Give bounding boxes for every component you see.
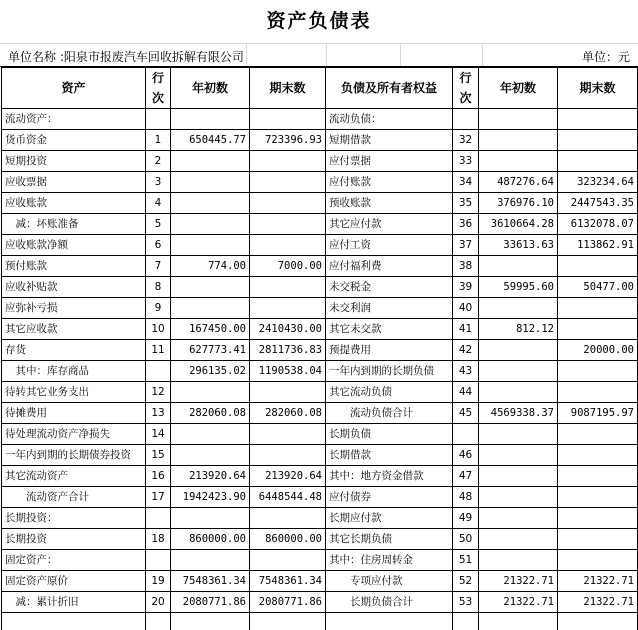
asset-begin-cell	[171, 151, 250, 172]
asset-name-cell: 存货	[2, 340, 146, 361]
asset-begin-cell	[171, 382, 250, 403]
asset-name-cell: 货币资金	[2, 130, 146, 151]
header-line: 行次	[146, 68, 171, 109]
liability-begin-cell	[479, 445, 558, 466]
sheet-title: 资产负债表	[0, 0, 638, 44]
liability-end-cell	[558, 529, 638, 550]
liability-line-cell: 49	[453, 508, 479, 529]
table-row	[2, 361, 638, 382]
table-row	[2, 403, 638, 424]
table-row	[2, 298, 638, 319]
liability-end-cell	[558, 424, 638, 445]
asset-name-cell: 待转其它业务支出	[2, 382, 146, 403]
liability-end-cell	[558, 298, 638, 319]
liability-name-cell: 短期借款	[326, 130, 453, 151]
liability-begin-cell: 376976.10	[479, 193, 558, 214]
asset-line-cell: 11	[146, 340, 171, 361]
table-row	[2, 319, 638, 340]
asset-name-cell: 固定资产原价	[2, 571, 146, 592]
liability-line-cell: 41	[453, 319, 479, 340]
liability-begin-cell: 33613.63	[479, 235, 558, 256]
asset-name-cell: 一年内到期的长期债券投资	[2, 445, 146, 466]
liability-end-cell: 113862.91	[558, 235, 638, 256]
asset-line-cell: 12	[146, 382, 171, 403]
liability-begin-cell	[479, 529, 558, 550]
balance-table	[1, 67, 638, 630]
asset-begin-cell	[171, 109, 250, 130]
asset-line-cell: 6	[146, 235, 171, 256]
liability-name-cell: 其它未交款	[326, 319, 453, 340]
liability-begin-cell	[479, 298, 558, 319]
liability-name-cell: 预收账款	[326, 193, 453, 214]
asset-line-cell	[146, 508, 171, 529]
liability-begin-cell: 487276.64	[479, 172, 558, 193]
asset-end-cell: 7548361.34	[250, 571, 326, 592]
liability-begin-cell: 59995.60	[479, 277, 558, 298]
liability-name-cell: 长期应付款	[326, 508, 453, 529]
liability-begin-cell	[479, 487, 558, 508]
liability-end-cell: 2447543.35	[558, 193, 638, 214]
header-liabilities: 负债及所有者权益	[326, 68, 453, 109]
asset-line-cell: 17	[146, 487, 171, 508]
liability-line-cell: 33	[453, 151, 479, 172]
asset-name-cell: 应收补贴款	[2, 277, 146, 298]
table-row	[2, 277, 638, 298]
table-row	[2, 172, 638, 193]
header-row	[2, 68, 638, 109]
liability-line-cell: 36	[453, 214, 479, 235]
liability-end-cell: 9087195.97	[558, 403, 638, 424]
table-row	[2, 193, 638, 214]
liability-end-cell: 21322.71	[558, 571, 638, 592]
liability-line-cell: 35	[453, 193, 479, 214]
table-row	[2, 487, 638, 508]
asset-line-cell	[146, 109, 171, 130]
asset-end-cell	[250, 613, 326, 630]
asset-end-cell: 2811736.83	[250, 340, 326, 361]
liability-begin-cell	[479, 382, 558, 403]
asset-begin-cell	[171, 613, 250, 630]
table-row	[2, 151, 638, 172]
liability-begin-cell: 3610664.28	[479, 214, 558, 235]
liability-begin-cell	[479, 361, 558, 382]
header-end-2: 期末数	[558, 68, 638, 109]
currency-unit: 单位：元	[581, 50, 630, 64]
asset-line-cell: 10	[146, 319, 171, 340]
header-assets: 资产	[2, 68, 146, 109]
liability-name-cell: 长期负债	[326, 424, 453, 445]
asset-name-cell: 其它流动资产	[2, 466, 146, 487]
liability-name-cell: 未交利润	[326, 298, 453, 319]
asset-end-cell: 2080771.86	[250, 592, 326, 613]
asset-name-cell: 固定资产：	[2, 550, 146, 571]
liability-line-cell: 42	[453, 340, 479, 361]
asset-end-cell	[250, 382, 326, 403]
asset-end-cell: 2410430.00	[250, 319, 326, 340]
liability-line-cell: 32	[453, 130, 479, 151]
asset-name-cell: 应收账款净额	[2, 235, 146, 256]
unit-bar	[0, 44, 638, 67]
liability-end-cell	[558, 361, 638, 382]
liability-end-cell: 6132078.07	[558, 214, 638, 235]
asset-begin-cell	[171, 550, 250, 571]
liability-end-cell	[558, 109, 638, 130]
asset-begin-cell	[171, 445, 250, 466]
liability-line-cell: 48	[453, 487, 479, 508]
liability-name-cell	[326, 613, 453, 630]
asset-name-cell: 待摊费用	[2, 403, 146, 424]
asset-end-cell	[250, 214, 326, 235]
asset-begin-cell: 1942423.90	[171, 487, 250, 508]
asset-end-cell	[250, 109, 326, 130]
asset-line-cell: 4	[146, 193, 171, 214]
asset-end-cell	[250, 277, 326, 298]
asset-line-cell: 5	[146, 214, 171, 235]
header-end: 期末数	[250, 68, 326, 109]
asset-end-cell: 860000.00	[250, 529, 326, 550]
liability-end-cell	[558, 550, 638, 571]
asset-begin-cell: 7548361.34	[171, 571, 250, 592]
table-row	[2, 235, 638, 256]
asset-begin-cell: 627773.41	[171, 340, 250, 361]
liability-end-cell	[558, 151, 638, 172]
liability-name-cell: 其中：住房周转金	[326, 550, 453, 571]
asset-name-cell: 应收账款	[2, 193, 146, 214]
liability-end-cell	[558, 382, 638, 403]
liability-name-cell: 一年内到期的长期负债	[326, 361, 453, 382]
table-row	[2, 340, 638, 361]
table-row	[2, 256, 638, 277]
table-row	[2, 550, 638, 571]
liability-begin-cell: 812.12	[479, 319, 558, 340]
asset-begin-cell	[171, 214, 250, 235]
table-row	[2, 214, 638, 235]
liability-name-cell: 专项应付款	[326, 571, 453, 592]
liability-name-cell: 其它长期负债	[326, 529, 453, 550]
asset-end-cell	[250, 151, 326, 172]
liability-end-cell	[558, 613, 638, 630]
asset-line-cell: 13	[146, 403, 171, 424]
asset-begin-cell: 860000.00	[171, 529, 250, 550]
asset-begin-cell	[171, 235, 250, 256]
asset-begin-cell	[171, 508, 250, 529]
asset-begin-cell	[171, 298, 250, 319]
liability-name-cell: 长期借款	[326, 445, 453, 466]
asset-begin-cell: 2080771.86	[171, 592, 250, 613]
table-row	[2, 445, 638, 466]
asset-begin-cell	[171, 172, 250, 193]
liability-name-cell: 长期负债合计	[326, 592, 453, 613]
asset-end-cell	[250, 172, 326, 193]
asset-line-cell	[146, 361, 171, 382]
asset-begin-cell	[171, 193, 250, 214]
liability-name-cell: 未交税金	[326, 277, 453, 298]
liability-name-cell: 流动负债：	[326, 109, 453, 130]
liability-end-cell	[558, 130, 638, 151]
liability-name-cell: 应付账款	[326, 172, 453, 193]
asset-line-cell: 19	[146, 571, 171, 592]
liability-begin-cell	[479, 424, 558, 445]
asset-line-cell	[146, 550, 171, 571]
table-row	[2, 382, 638, 403]
asset-end-cell	[250, 235, 326, 256]
header-line-2: 行次	[453, 68, 479, 109]
asset-line-cell: 1	[146, 130, 171, 151]
liability-line-cell: 50	[453, 529, 479, 550]
asset-begin-cell: 296135.02	[171, 361, 250, 382]
table-row	[2, 592, 638, 613]
asset-begin-cell	[171, 424, 250, 445]
liability-name-cell: 应付债券	[326, 487, 453, 508]
liability-line-cell: 44	[453, 382, 479, 403]
liability-begin-cell	[479, 256, 558, 277]
asset-begin-cell: 213920.64	[171, 466, 250, 487]
liability-line-cell: 51	[453, 550, 479, 571]
liability-name-cell: 其它流动负债	[326, 382, 453, 403]
liability-begin-cell	[479, 109, 558, 130]
asset-begin-cell: 282060.08	[171, 403, 250, 424]
liability-name-cell: 预提费用	[326, 340, 453, 361]
liability-line-cell: 52	[453, 571, 479, 592]
asset-name-cell: 流动资产合计	[2, 487, 146, 508]
asset-begin-cell: 167450.00	[171, 319, 250, 340]
asset-name-cell: 其中：库存商品	[2, 361, 146, 382]
liability-line-cell: 53	[453, 592, 479, 613]
liability-end-cell	[558, 466, 638, 487]
table-row	[2, 529, 638, 550]
asset-name-cell: 应收票据	[2, 172, 146, 193]
asset-line-cell: 18	[146, 529, 171, 550]
liability-end-cell	[558, 445, 638, 466]
liability-end-cell: 21322.71	[558, 592, 638, 613]
asset-line-cell: 7	[146, 256, 171, 277]
liability-name-cell: 其中：地方资金借款	[326, 466, 453, 487]
liability-line-cell: 43	[453, 361, 479, 382]
liability-end-cell	[558, 487, 638, 508]
liability-name-cell: 应付工资	[326, 235, 453, 256]
header-begin-2: 年初数	[479, 68, 558, 109]
table-row	[2, 424, 638, 445]
header-begin: 年初数	[171, 68, 250, 109]
asset-begin-cell: 650445.77	[171, 130, 250, 151]
liability-name-cell: 流动负债合计	[326, 403, 453, 424]
asset-end-cell	[250, 508, 326, 529]
asset-name-cell: 长期投资	[2, 529, 146, 550]
liability-line-cell	[453, 109, 479, 130]
asset-name-cell: 其它应收款	[2, 319, 146, 340]
table-row	[2, 571, 638, 592]
asset-name-cell: 预付账款	[2, 256, 146, 277]
liability-line-cell: 38	[453, 256, 479, 277]
liability-begin-cell	[479, 550, 558, 571]
asset-line-cell: 15	[146, 445, 171, 466]
asset-end-cell	[250, 193, 326, 214]
asset-line-cell	[146, 613, 171, 630]
liability-line-cell	[453, 424, 479, 445]
liability-name-cell: 应付福利费	[326, 256, 453, 277]
liability-begin-cell: 21322.71	[479, 592, 558, 613]
asset-name-cell	[2, 613, 146, 630]
liability-end-cell: 323234.64	[558, 172, 638, 193]
asset-end-cell: 213920.64	[250, 466, 326, 487]
asset-line-cell: 20	[146, 592, 171, 613]
liability-begin-cell	[479, 613, 558, 630]
table-row	[2, 109, 638, 130]
asset-line-cell: 16	[146, 466, 171, 487]
asset-end-cell: 1190538.04	[250, 361, 326, 382]
liability-end-cell: 20000.00	[558, 340, 638, 361]
asset-end-cell	[250, 298, 326, 319]
asset-begin-cell	[171, 277, 250, 298]
asset-line-cell: 2	[146, 151, 171, 172]
liability-line-cell: 39	[453, 277, 479, 298]
liability-line-cell: 40	[453, 298, 479, 319]
asset-end-cell	[250, 424, 326, 445]
liability-name-cell: 应付票据	[326, 151, 453, 172]
liability-begin-cell	[479, 130, 558, 151]
liability-end-cell	[558, 256, 638, 277]
asset-line-cell: 3	[146, 172, 171, 193]
liability-line-cell: 45	[453, 403, 479, 424]
asset-end-cell	[250, 550, 326, 571]
asset-begin-cell: 774.00	[171, 256, 250, 277]
table-row	[2, 130, 638, 151]
liability-begin-cell	[479, 151, 558, 172]
asset-line-cell: 8	[146, 277, 171, 298]
table-row	[2, 613, 638, 630]
asset-end-cell: 7000.00	[250, 256, 326, 277]
asset-name-cell: 待处理流动资产净损失	[2, 424, 146, 445]
liability-line-cell: 46	[453, 445, 479, 466]
asset-name-cell: 应弥补亏损	[2, 298, 146, 319]
asset-end-cell: 723396.93	[250, 130, 326, 151]
liability-end-cell	[558, 319, 638, 340]
liability-begin-cell: 4569338.37	[479, 403, 558, 424]
liability-line-cell: 34	[453, 172, 479, 193]
asset-line-cell: 14	[146, 424, 171, 445]
asset-name-cell: 减：累计折旧	[2, 592, 146, 613]
liability-line-cell: 47	[453, 466, 479, 487]
liability-end-cell	[558, 508, 638, 529]
asset-name-cell: 长期投资：	[2, 508, 146, 529]
liability-line-cell: 37	[453, 235, 479, 256]
asset-line-cell: 9	[146, 298, 171, 319]
asset-end-cell	[250, 445, 326, 466]
liability-begin-cell	[479, 508, 558, 529]
asset-name-cell: 短期投资	[2, 151, 146, 172]
liability-line-cell	[453, 613, 479, 630]
asset-end-cell: 6448544.48	[250, 487, 326, 508]
liability-end-cell: 50477.00	[558, 277, 638, 298]
asset-end-cell: 282060.08	[250, 403, 326, 424]
table-row	[2, 508, 638, 529]
asset-name-cell: 流动资产：	[2, 109, 146, 130]
liability-name-cell: 其它应付款	[326, 214, 453, 235]
liability-begin-cell	[479, 340, 558, 361]
asset-name-cell: 减：坏账准备	[2, 214, 146, 235]
liability-begin-cell	[479, 466, 558, 487]
liability-begin-cell: 21322.71	[479, 571, 558, 592]
company-name: 单位名称 :阳泉市报废汽车回收拆解有限公司	[8, 50, 244, 64]
table-row	[2, 466, 638, 487]
